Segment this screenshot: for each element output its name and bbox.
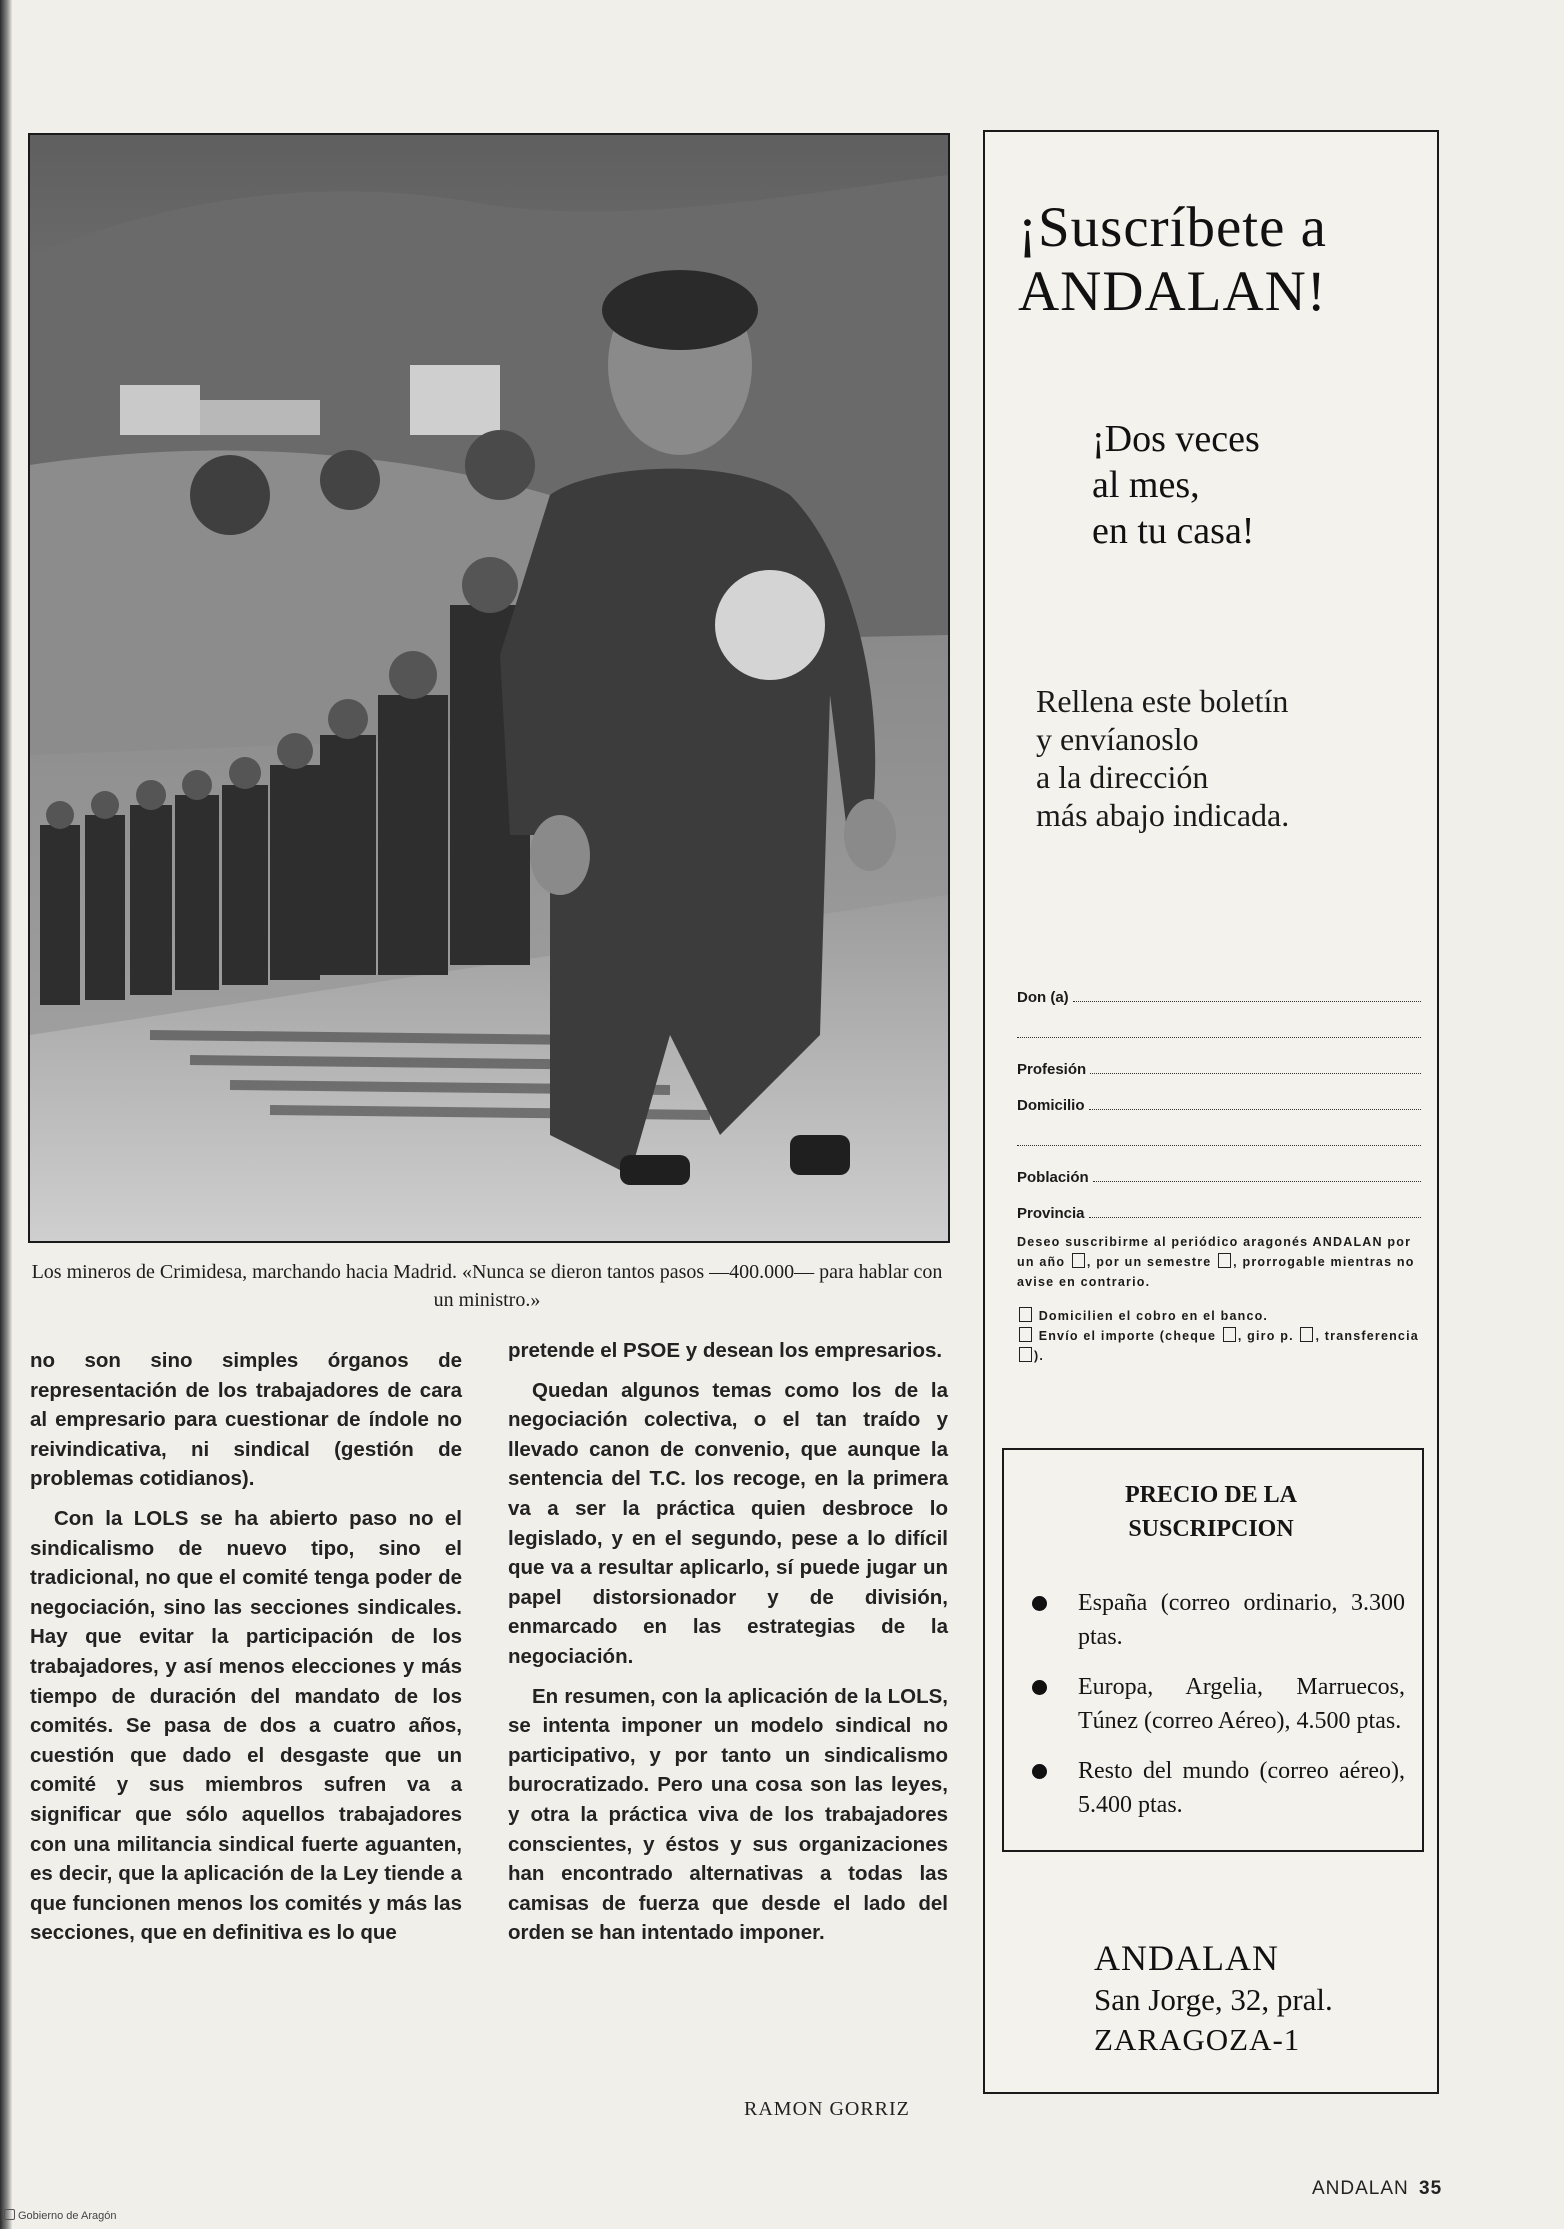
form-subscription-note [1017, 1232, 1421, 1292]
archive-credit [4, 2209, 116, 2222]
subscription-slogan [1092, 416, 1260, 554]
address-name: ANDALAN [1094, 1938, 1279, 1978]
note-text: Deseo suscribirme al periódico aragonés ANDALAN por un año [1017, 1235, 1412, 1269]
form-label-don: Don (a) [1017, 989, 1069, 1006]
article-paragraph: no son sino simples órganos de representación de los trabajadores de cara al empresario para cuestionar de índole no reivindicativa, ni sindical (gestión de problemas cotidianos). [30, 1349, 462, 1491]
form-field-provincia[interactable] [1089, 1216, 1421, 1218]
checkbox-transfer[interactable] [1019, 1347, 1032, 1362]
checkbox-bank[interactable] [1019, 1307, 1032, 1322]
subscription-form [1017, 972, 1421, 1366]
article-column-1 [30, 1346, 462, 1948]
article-paragraph: Quedan algunos temas como los de la negociación colectiva, o el tan traído y llevado canon de convenio, que aunque la sentencia del T.C. los recoge, en la primera va a ser la práctica quien desbroce lo legislado, y en el segundo, pese a lo difícil que va a resultar aplicarlo, sí puede jugar un papel distorsionador y de división, enmarcado en las estrategias de la negociación. [508, 1378, 948, 1668]
slogan-line: al mes, [1092, 464, 1200, 506]
photo-caption: Los mineros de Crimidesa, marchando hacia Madrid. «Nunca se dieron tantos pasos —400.000— para hablar con un ministro.» [31, 1261, 943, 1311]
instruction-line: y envíanoslo [1036, 721, 1199, 757]
slogan-line: ¡Dos veces [1092, 418, 1260, 460]
instruction-line: a la dirección [1036, 759, 1209, 795]
form-row-don[interactable] [1017, 972, 1421, 1008]
slogan-line: en tu casa! [1092, 510, 1255, 552]
credit-text: Gobierno de Aragón [18, 2210, 117, 2222]
form-field-blank[interactable] [1017, 1036, 1421, 1038]
subscription-instructions [1036, 682, 1289, 834]
note-text: , prorrogable mientras no avise en contrario. [1017, 1255, 1415, 1289]
option-send [1017, 1326, 1421, 1366]
subscription-title-line2: ANDALAN! [1018, 260, 1327, 323]
option-bank [1017, 1306, 1421, 1326]
subscription-title [1000, 196, 1420, 324]
checkbox-semester[interactable] [1218, 1253, 1231, 1268]
form-row-domicilio[interactable] [1017, 1080, 1421, 1116]
price-item-text: Resto del mundo (correo aéreo), 5.400 ptas. [1078, 1758, 1405, 1818]
form-label-poblacion: Población [1017, 1169, 1089, 1186]
option-send-label: Envío el importe (cheque [1038, 1329, 1217, 1343]
instruction-line: Rellena este boletín [1036, 683, 1289, 719]
mailing-address [1094, 1936, 1333, 2060]
price-item [1030, 1754, 1405, 1822]
page-footer [1312, 2178, 1442, 2200]
price-item-text: Europa, Argelia, Marruecos, Túnez (correo Aéreo), 4.500 ptas. [1078, 1674, 1405, 1734]
address-street: San Jorge, 32, pral. [1094, 1982, 1333, 2017]
option-send-label: , transferencia [1315, 1329, 1419, 1343]
archive-logo-icon [4, 2209, 15, 2220]
article-author: RAMON GORRIZ [744, 2098, 910, 2120]
page-number: 35 [1419, 2178, 1443, 2199]
footer-publication: ANDALAN [1312, 2178, 1409, 2199]
news-photo [28, 133, 950, 1243]
price-list [1030, 1586, 1405, 1838]
form-row-blank[interactable] [1017, 1116, 1421, 1152]
checkbox-year[interactable] [1072, 1253, 1085, 1268]
form-row-profesion[interactable] [1017, 1044, 1421, 1080]
form-label-profesion: Profesión [1017, 1061, 1087, 1078]
form-field-poblacion[interactable] [1093, 1180, 1421, 1182]
article-paragraph: En resumen, con la aplicación de la LOLS, se intenta imponer un modelo sindical no participativo, y por tanto un sindicalismo burocratizado. Pero una cosa son las leyes, y otra la práctica viva de los trabajadores conscientes, y éstos y sus organizaciones han encontrado alternativas a todas las camisas de fuerza que desde el lado del orden se han intentado imponer. [508, 1684, 948, 1945]
subscription-title-line1: ¡Suscríbete a [1018, 196, 1327, 259]
checkbox-giro[interactable] [1300, 1327, 1313, 1342]
form-field-don[interactable] [1073, 1000, 1421, 1002]
checkbox-send[interactable] [1019, 1327, 1032, 1342]
article-column-2 [508, 1336, 948, 1948]
option-bank-label: Domicilien el cobro en el banco. [1038, 1309, 1269, 1323]
photograph-miners-marching-icon [30, 135, 948, 1241]
instruction-line: más abajo indicada. [1036, 797, 1290, 833]
price-title [1002, 1478, 1420, 1546]
form-row-blank[interactable] [1017, 1008, 1421, 1044]
form-payment-options [1017, 1306, 1421, 1366]
form-field-domicilio[interactable] [1089, 1108, 1421, 1110]
option-send-label: , giro p. [1237, 1329, 1294, 1343]
price-item [1030, 1670, 1405, 1738]
article-paragraph: Con la LOLS se ha abierto paso no el sindicalismo de nuevo tipo, sino el tradicional, no que el comité tenga poder de negociación, sino las secciones sindicales. Hay que evitar la participación de los trabajadores, y así menos elecciones y más tiempo de duración del mandato de los comités. Se pasa de dos a cuatro años, cuestión que dado el desgaste que un comité y sus miembros sufren va a significar que sólo aquellos trabajadores con una militancia sindical fuerte aguanten, es decir, que la aplicación de la Ley tiende a que funcionen menos los comités y más las secciones, que en definitiva es lo que [30, 1506, 462, 1945]
article-paragraph: pretende el PSOE y desean los empresarios. [508, 1339, 943, 1362]
bullet-icon [1032, 1764, 1047, 1779]
form-label-domicilio: Domicilio [1017, 1097, 1085, 1114]
bullet-icon [1032, 1680, 1047, 1695]
form-row-provincia[interactable] [1017, 1188, 1421, 1224]
option-send-label: ). [1034, 1349, 1045, 1363]
checkbox-cheque[interactable] [1223, 1327, 1236, 1342]
price-item [1030, 1586, 1405, 1654]
note-text: , por un semestre [1086, 1255, 1212, 1269]
bullet-icon [1032, 1596, 1047, 1611]
address-city: ZARAGOZA-1 [1094, 2022, 1301, 2057]
form-field-profesion[interactable] [1090, 1072, 1421, 1074]
price-title-line: SUSCRIPCION [1128, 1516, 1294, 1542]
form-row-poblacion[interactable] [1017, 1152, 1421, 1188]
price-item-text: España (correo ordinario, 3.300 ptas. [1078, 1590, 1405, 1650]
price-title-line: PRECIO DE LA [1124, 1482, 1298, 1508]
form-label-provincia: Provincia [1017, 1205, 1085, 1222]
page-binding-shadow [0, 0, 12, 2229]
form-field-blank[interactable] [1017, 1144, 1421, 1146]
